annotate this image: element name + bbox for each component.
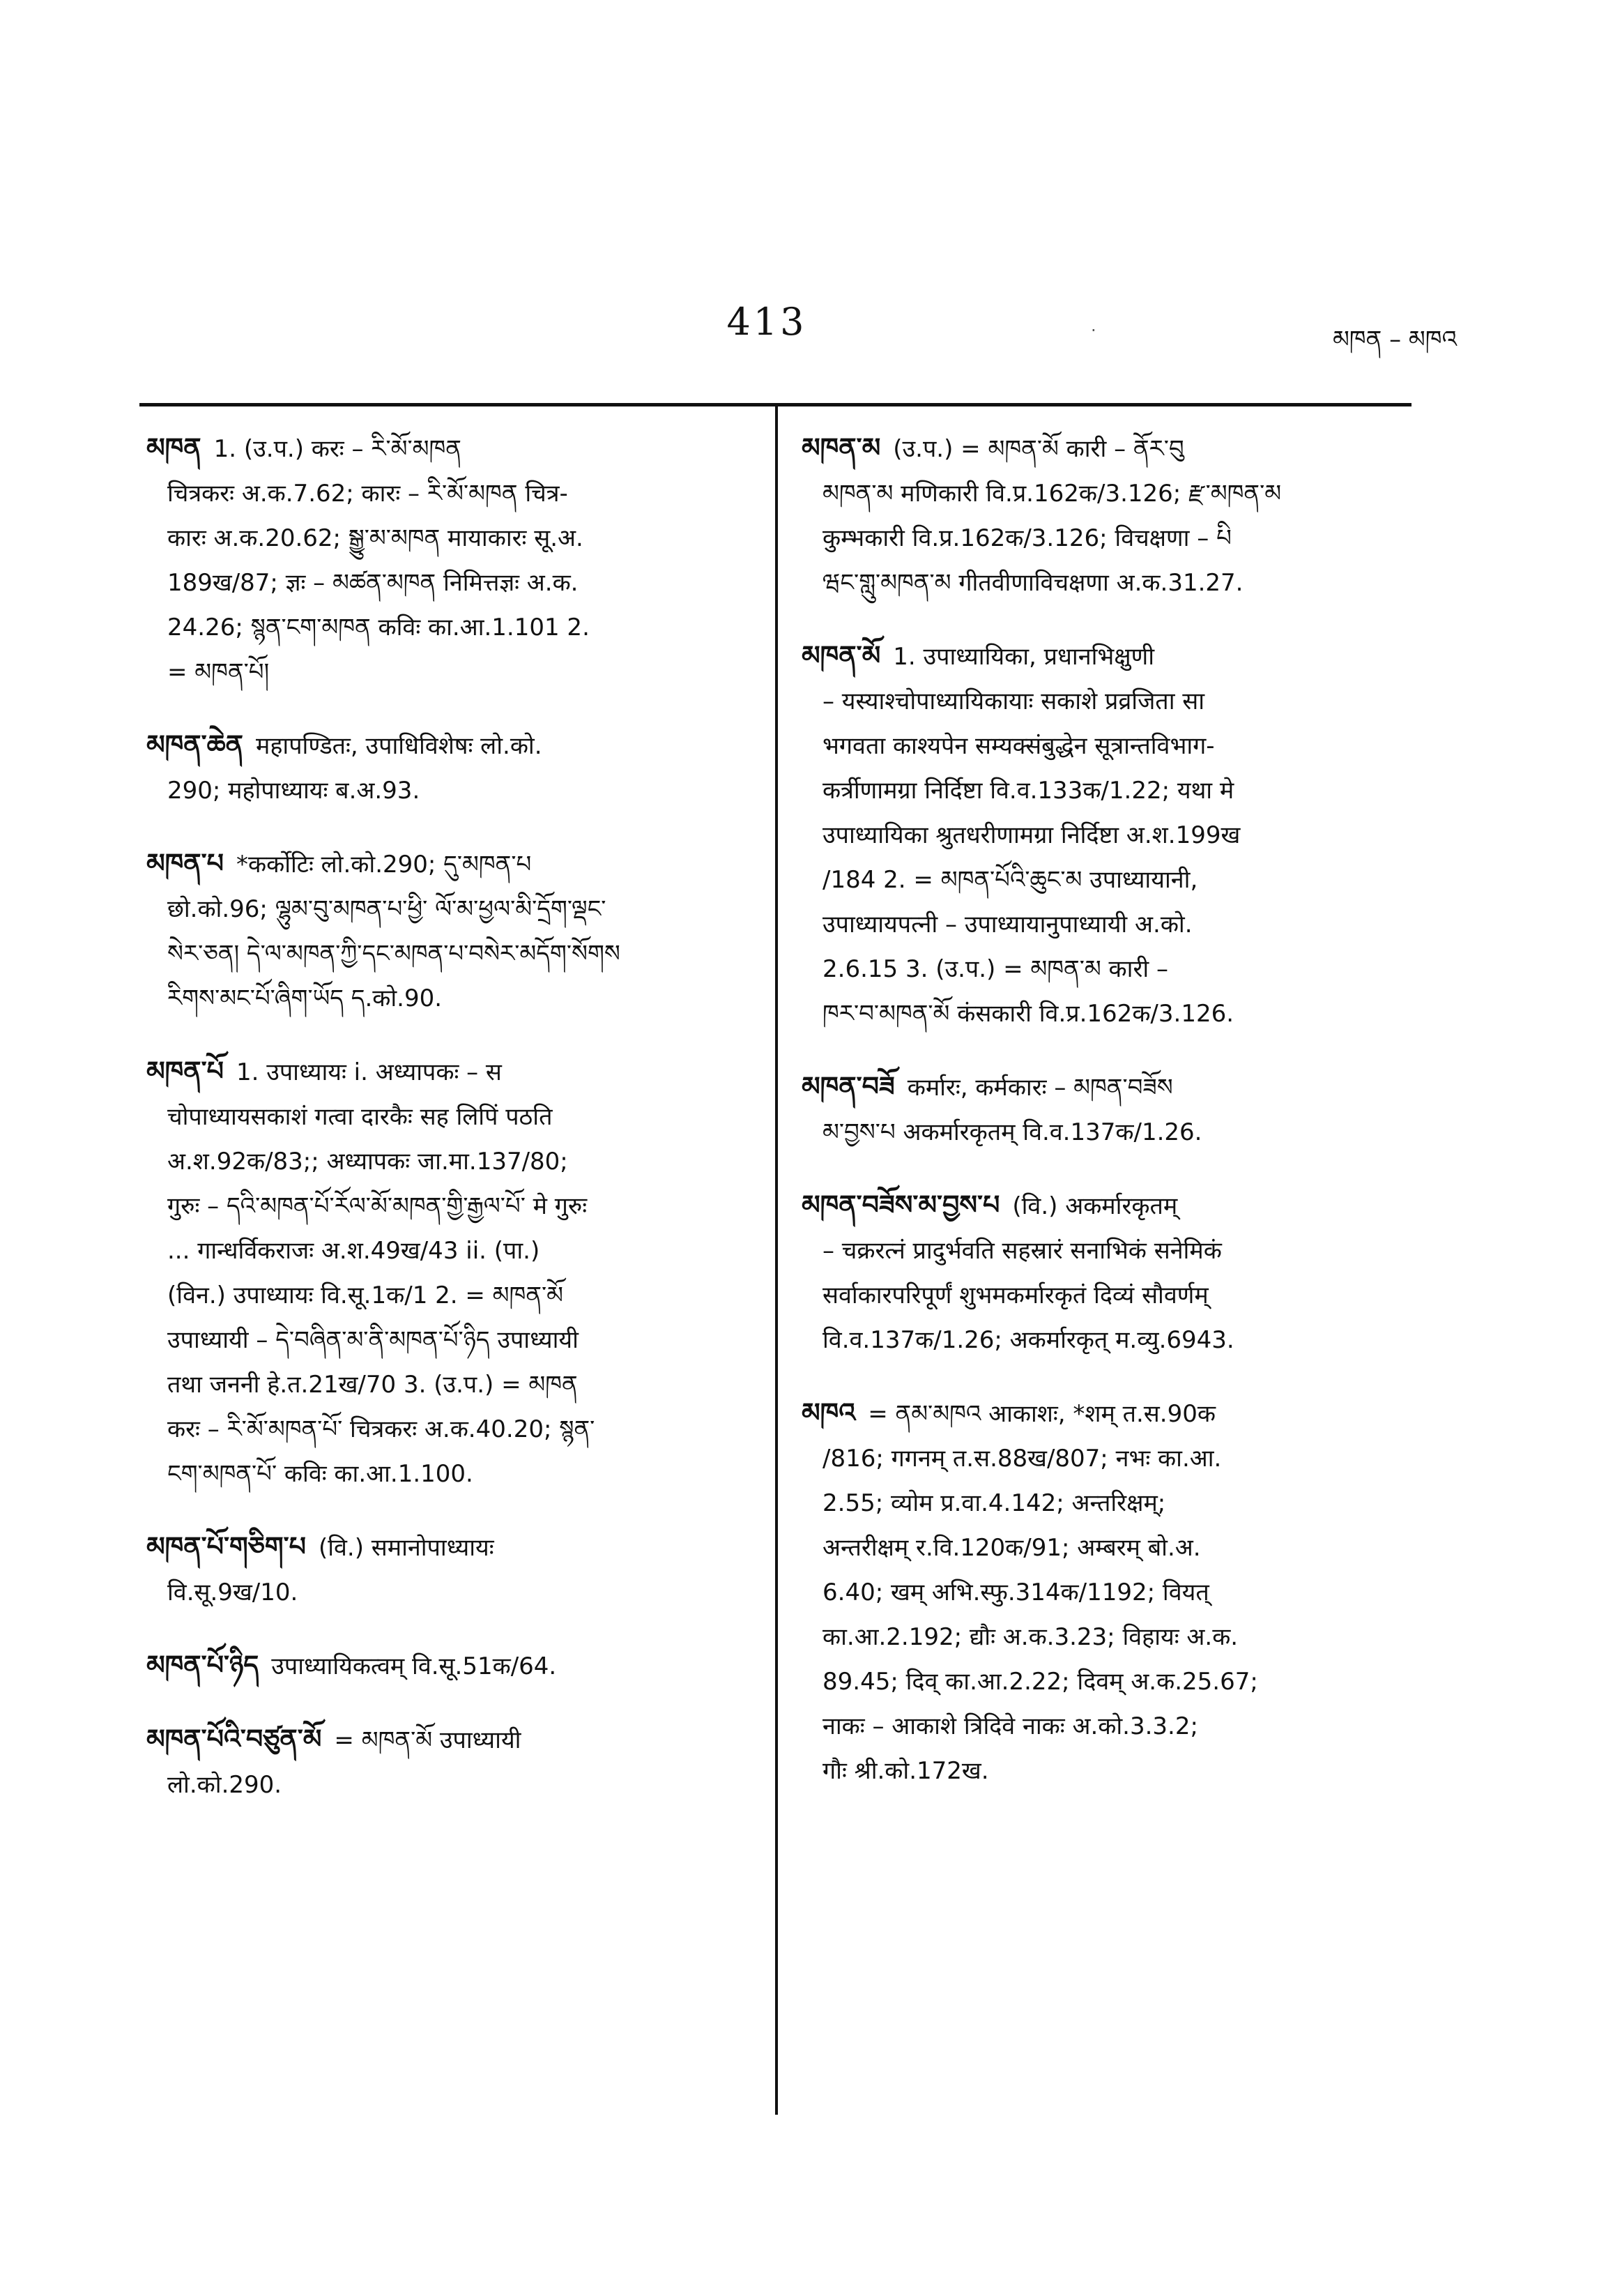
entry-text: का.आ.2.192; द्यौः अ.क.3.23; विहायः अ.क. bbox=[823, 1623, 1239, 1651]
dictionary-entry bbox=[802, 633, 1401, 1036]
entry-headword: མཁན་པོ་གཅིག་པ bbox=[146, 1531, 306, 1562]
entry-text: – यस्याश्चोपाध्यायिकायाः सकाशे प्रव्रजिता सा bbox=[823, 687, 1205, 715]
entry-text: छो.को.96; ལྷུམ་བུ་མཁན་པ་ཕྱི་ ལོ་མ་ཕྱལ་མི་དྲོག་ལྡང་ bbox=[167, 895, 606, 923]
entry-text: उपाध्यायिका श्रुतधरीणामग्रा निर्दिष्टा अ.श.199ख bbox=[823, 821, 1241, 849]
entry-headword: མཁན་པོ་ཉིད bbox=[146, 1650, 259, 1680]
entry-text: चोपाध्यायसकाशं गत्वा दारकैः सह लिपिं पठति bbox=[167, 1103, 553, 1131]
running-head: མཁན – མཁའ bbox=[1332, 326, 1457, 353]
entry-line bbox=[146, 650, 746, 694]
entry-text: 1. उपाध्यायिका, प्रधानभिक्षुणी bbox=[893, 643, 1155, 671]
entry-line bbox=[802, 1318, 1401, 1362]
entry-text: अन्तरीक्षम् र.वि.120क/91; अम्बरम् बो.अ. bbox=[823, 1534, 1201, 1562]
entry-text: कारः अ.क.20.62; སྒྱུ་མ་མཁན मायाकारः सू.अ. bbox=[167, 524, 583, 552]
entry-line bbox=[146, 887, 746, 932]
entry-line bbox=[802, 1481, 1401, 1526]
entry-text: = མཁན་པོ། bbox=[167, 658, 270, 686]
entry-line bbox=[802, 1436, 1401, 1481]
entry-line bbox=[146, 1524, 746, 1570]
entry-line bbox=[802, 947, 1401, 991]
entry-text: लो.को.290. bbox=[167, 1771, 282, 1799]
entry-headword: མཁའ bbox=[802, 1397, 856, 1428]
entry-text: (विन.) उपाध्यायः वि.सू.1क/1 2. = མཁན་མོ bbox=[167, 1282, 564, 1309]
entry-line bbox=[146, 1139, 746, 1184]
column-divider bbox=[775, 406, 778, 2115]
entry-text: महापण्डितः, उपाधिविशेषः लो.को. bbox=[256, 732, 542, 760]
entry-headword: མཁན་པ bbox=[146, 848, 224, 879]
dictionary-entry bbox=[802, 1183, 1401, 1362]
entry-line bbox=[146, 722, 746, 768]
entry-text: 89.45; दिव् का.आ.2.22; दिवम् अ.क.25.67; bbox=[823, 1668, 1258, 1696]
entry-text: वि.व.137क/1.26; अकर्मारकृत् म.व्यु.6943. bbox=[823, 1326, 1234, 1354]
entry-line bbox=[802, 561, 1401, 605]
entry-text: उपाध्यायी – དེ་བཞིན་མ་ནི་མཁན་པོ་ཉིད उपाध्यायी bbox=[167, 1326, 579, 1354]
entry-text: = ནམ་མཁའ आकाशः, *शम् त.स.90क bbox=[868, 1400, 1216, 1428]
entry-line bbox=[146, 1643, 746, 1689]
dictionary-entry bbox=[146, 1717, 746, 1807]
entry-text: 2.6.15 3. (उ.प.) = མཁན་མ कारी – bbox=[823, 955, 1168, 983]
entry-text: सर्वाकारपरिपूर्णं शुभमकर्मारकृतं दिव्यं सौवर्णम् bbox=[823, 1282, 1209, 1309]
entry-text: तथा जननी हे.त.21ख/70 3. (उ.प.) = མཁན bbox=[167, 1371, 578, 1399]
dictionary-entry bbox=[146, 1049, 746, 1496]
entry-headword: མཁན་མ bbox=[802, 432, 881, 463]
entry-line bbox=[146, 932, 746, 976]
entry-line bbox=[802, 1273, 1401, 1318]
entry-line bbox=[802, 425, 1401, 471]
entry-line bbox=[802, 768, 1401, 813]
entry-text: ཁར་བ་མཁན་མོ कंसकारी वि.प्र.162क/3.126. bbox=[823, 1000, 1234, 1028]
entry-line bbox=[802, 633, 1401, 679]
entry-line bbox=[146, 1362, 746, 1407]
entry-line bbox=[146, 1318, 746, 1362]
dictionary-entry bbox=[146, 841, 746, 1021]
entry-text: ... गान्धर्विकराजः अ.श.49ख/43 ii. (पा.) bbox=[167, 1237, 540, 1265]
entry-line bbox=[146, 605, 746, 650]
entry-text: वि.सू.9ख/10. bbox=[167, 1579, 298, 1606]
entry-line bbox=[146, 1049, 746, 1095]
entry-text: करः – རི་མོ་མཁན་པོ་ चित्रकरः अ.क.40.20; སྙན་ bbox=[167, 1415, 595, 1443]
entry-headword: མཁན་བཟོས་མ་བྱས་པ bbox=[802, 1189, 1000, 1220]
page-number: 413 bbox=[726, 300, 807, 344]
entry-line bbox=[146, 1452, 746, 1496]
entry-text: མཁན་མ मणिकारी वि.प्र.162क/3.126; རྫ་མཁན་མ bbox=[823, 480, 1282, 508]
entry-text: ཝང་གླུ་མཁན་མ गीतवीणाविचक्षणा अ.क.31.27. bbox=[823, 569, 1244, 597]
entry-text: 6.40; खम् अभि.स्फु.314क/1192; वियत् bbox=[823, 1579, 1209, 1606]
entry-line bbox=[146, 768, 746, 813]
entry-text: མ་བྱས་པ अकर्मारकृतम् वि.व.137क/1.26. bbox=[823, 1118, 1202, 1146]
entry-line bbox=[146, 516, 746, 561]
entry-line bbox=[146, 841, 746, 887]
entry-text: ངག་མཁན་པོ་ कविः का.आ.1.100. bbox=[167, 1460, 473, 1488]
right-column bbox=[802, 425, 1401, 1821]
entry-text: /184 2. = མཁན་པོའི་ཆུང་མ उपाध्यायानी, bbox=[823, 866, 1198, 894]
entry-line bbox=[146, 1763, 746, 1807]
entry-text: རིགས་མང་པོ་ཞིག་ཡོད ད.को.90. bbox=[167, 984, 443, 1012]
dictionary-entry bbox=[146, 722, 746, 813]
entry-line bbox=[146, 1717, 746, 1763]
entry-line bbox=[802, 858, 1401, 902]
entry-text: སེར་ཅན། དེ་ལ་མཁན་ཀྱི་དང་མཁན་པ་བསེར་མདོག་སོགས bbox=[167, 940, 620, 968]
entry-line bbox=[802, 1390, 1401, 1436]
entry-line bbox=[146, 976, 746, 1021]
entry-headword: མཁན bbox=[146, 432, 201, 463]
entry-text: /816; गगनम् त.स.88ख/807; नभः का.आ. bbox=[823, 1445, 1222, 1473]
entry-text: 1. उपाध्यायः i. अध्यापकः – स bbox=[236, 1058, 502, 1086]
entry-text: – चक्ररत्नं प्रादुर्भवति सहस्रारं सनाभिकं सनेमिकं bbox=[823, 1237, 1222, 1265]
entry-text: (उ.प.) = མཁན་མོ कारी – ནོར་བུ bbox=[893, 435, 1184, 463]
entry-text: उपाध्यायपत्नी – उपाध्यायानुपाध्यायी अ.को. bbox=[823, 911, 1193, 938]
entry-line bbox=[802, 1064, 1401, 1110]
entry-line bbox=[802, 1615, 1401, 1659]
entry-line bbox=[802, 516, 1401, 561]
entry-line bbox=[146, 1273, 746, 1318]
dictionary-entry bbox=[802, 1064, 1401, 1155]
entry-line bbox=[802, 1229, 1401, 1273]
entry-line bbox=[802, 724, 1401, 768]
entry-headword: མཁན་མོ bbox=[802, 640, 881, 671]
entry-text: अ.श.92क/83;; अध्यापकः जा.मा.137/80; bbox=[167, 1148, 568, 1176]
left-column bbox=[146, 425, 746, 1835]
entry-line bbox=[146, 1095, 746, 1139]
entry-line bbox=[146, 1570, 746, 1615]
entry-line bbox=[802, 1749, 1401, 1793]
entry-text: कर्त्रीणामग्रा निर्दिष्टा वि.व.133क/1.22; यथा मे bbox=[823, 777, 1234, 805]
entry-text: (वि.) समानोपाध्यायः bbox=[318, 1534, 494, 1562]
entry-text: भगवता काश्यपेन सम्यक्संबुद्धेन सूत्रान्तविभाग- bbox=[823, 732, 1215, 760]
dictionary-entry bbox=[146, 425, 746, 694]
entry-text: गुरुः – དའི་མཁན་པོ་རོལ་མོ་མཁན་གྱི་རྒྱལ་པོ་ मे गुरुः bbox=[167, 1192, 588, 1220]
entry-text: (वि.) अकर्मारकृतम् bbox=[1012, 1192, 1178, 1220]
entry-headword: མཁན་ཆེན bbox=[146, 729, 244, 760]
entry-text: गौः श्री.को.172ख. bbox=[823, 1757, 989, 1785]
entry-line bbox=[802, 902, 1401, 947]
entry-text: कुम्भकारी वि.प्र.162क/3.126; विचक्षणा – པི bbox=[823, 524, 1232, 552]
entry-headword: མཁན་པོའི་བཙུན་མོ bbox=[146, 1724, 322, 1754]
entry-text: 1. (उ.प.) करः – རི་མོ་མཁན bbox=[213, 435, 461, 463]
entry-line bbox=[146, 1184, 746, 1229]
entry-text: 290; महोपाध्यायः ब.अ.93. bbox=[167, 777, 420, 805]
entry-line bbox=[802, 1110, 1401, 1155]
margin-dot: · bbox=[1091, 321, 1096, 340]
dictionary-entry bbox=[146, 1643, 746, 1689]
entry-headword: མཁན་པོ bbox=[146, 1056, 224, 1086]
dictionary-entry bbox=[802, 425, 1401, 605]
entry-line bbox=[802, 679, 1401, 724]
entry-line bbox=[802, 1183, 1401, 1229]
entry-line bbox=[146, 471, 746, 516]
entry-text: चित्रकरः अ.क.7.62; कारः – རི་མོ་མཁན चित्र- bbox=[167, 480, 568, 508]
entry-line bbox=[146, 1407, 746, 1452]
dictionary-entry bbox=[146, 1524, 746, 1615]
entry-text: = མཁན་མོ उपाध्यायी bbox=[334, 1726, 521, 1754]
entry-text: नाकः – आकाशे त्रिदिवे नाकः अ.को.3.3.2; bbox=[823, 1712, 1198, 1740]
entry-line bbox=[146, 1229, 746, 1273]
entry-line bbox=[802, 991, 1401, 1036]
entry-text: 2.55; व्योम प्र.वा.4.142; अन्तरिक्षम्; bbox=[823, 1489, 1166, 1517]
entry-line bbox=[802, 471, 1401, 516]
dictionary-entry bbox=[802, 1390, 1401, 1793]
entry-line bbox=[146, 561, 746, 605]
entry-line bbox=[146, 425, 746, 471]
entry-line bbox=[802, 1526, 1401, 1570]
entry-text: 189ख/87; ज्ञः – མཚན་མཁན निमित्तज्ञः अ.क. bbox=[167, 569, 579, 597]
entry-text: 24.26; སྙན་ངག་མཁན कविः का.आ.1.101 2. bbox=[167, 614, 590, 641]
entry-line bbox=[802, 1570, 1401, 1615]
entry-text: उपाध्यायिकत्वम् वि.सू.51क/64. bbox=[271, 1652, 557, 1680]
entry-line bbox=[802, 813, 1401, 858]
entry-line bbox=[802, 1704, 1401, 1749]
entry-line bbox=[802, 1659, 1401, 1704]
entry-text: कर्मारः, कर्मकारः – མཁན་བཟོས bbox=[907, 1074, 1173, 1102]
entry-text: *कर्कोटिः लो.को.290; དུ་མཁན་པ bbox=[236, 851, 532, 879]
entry-headword: མཁན་བཟོ bbox=[802, 1071, 895, 1102]
